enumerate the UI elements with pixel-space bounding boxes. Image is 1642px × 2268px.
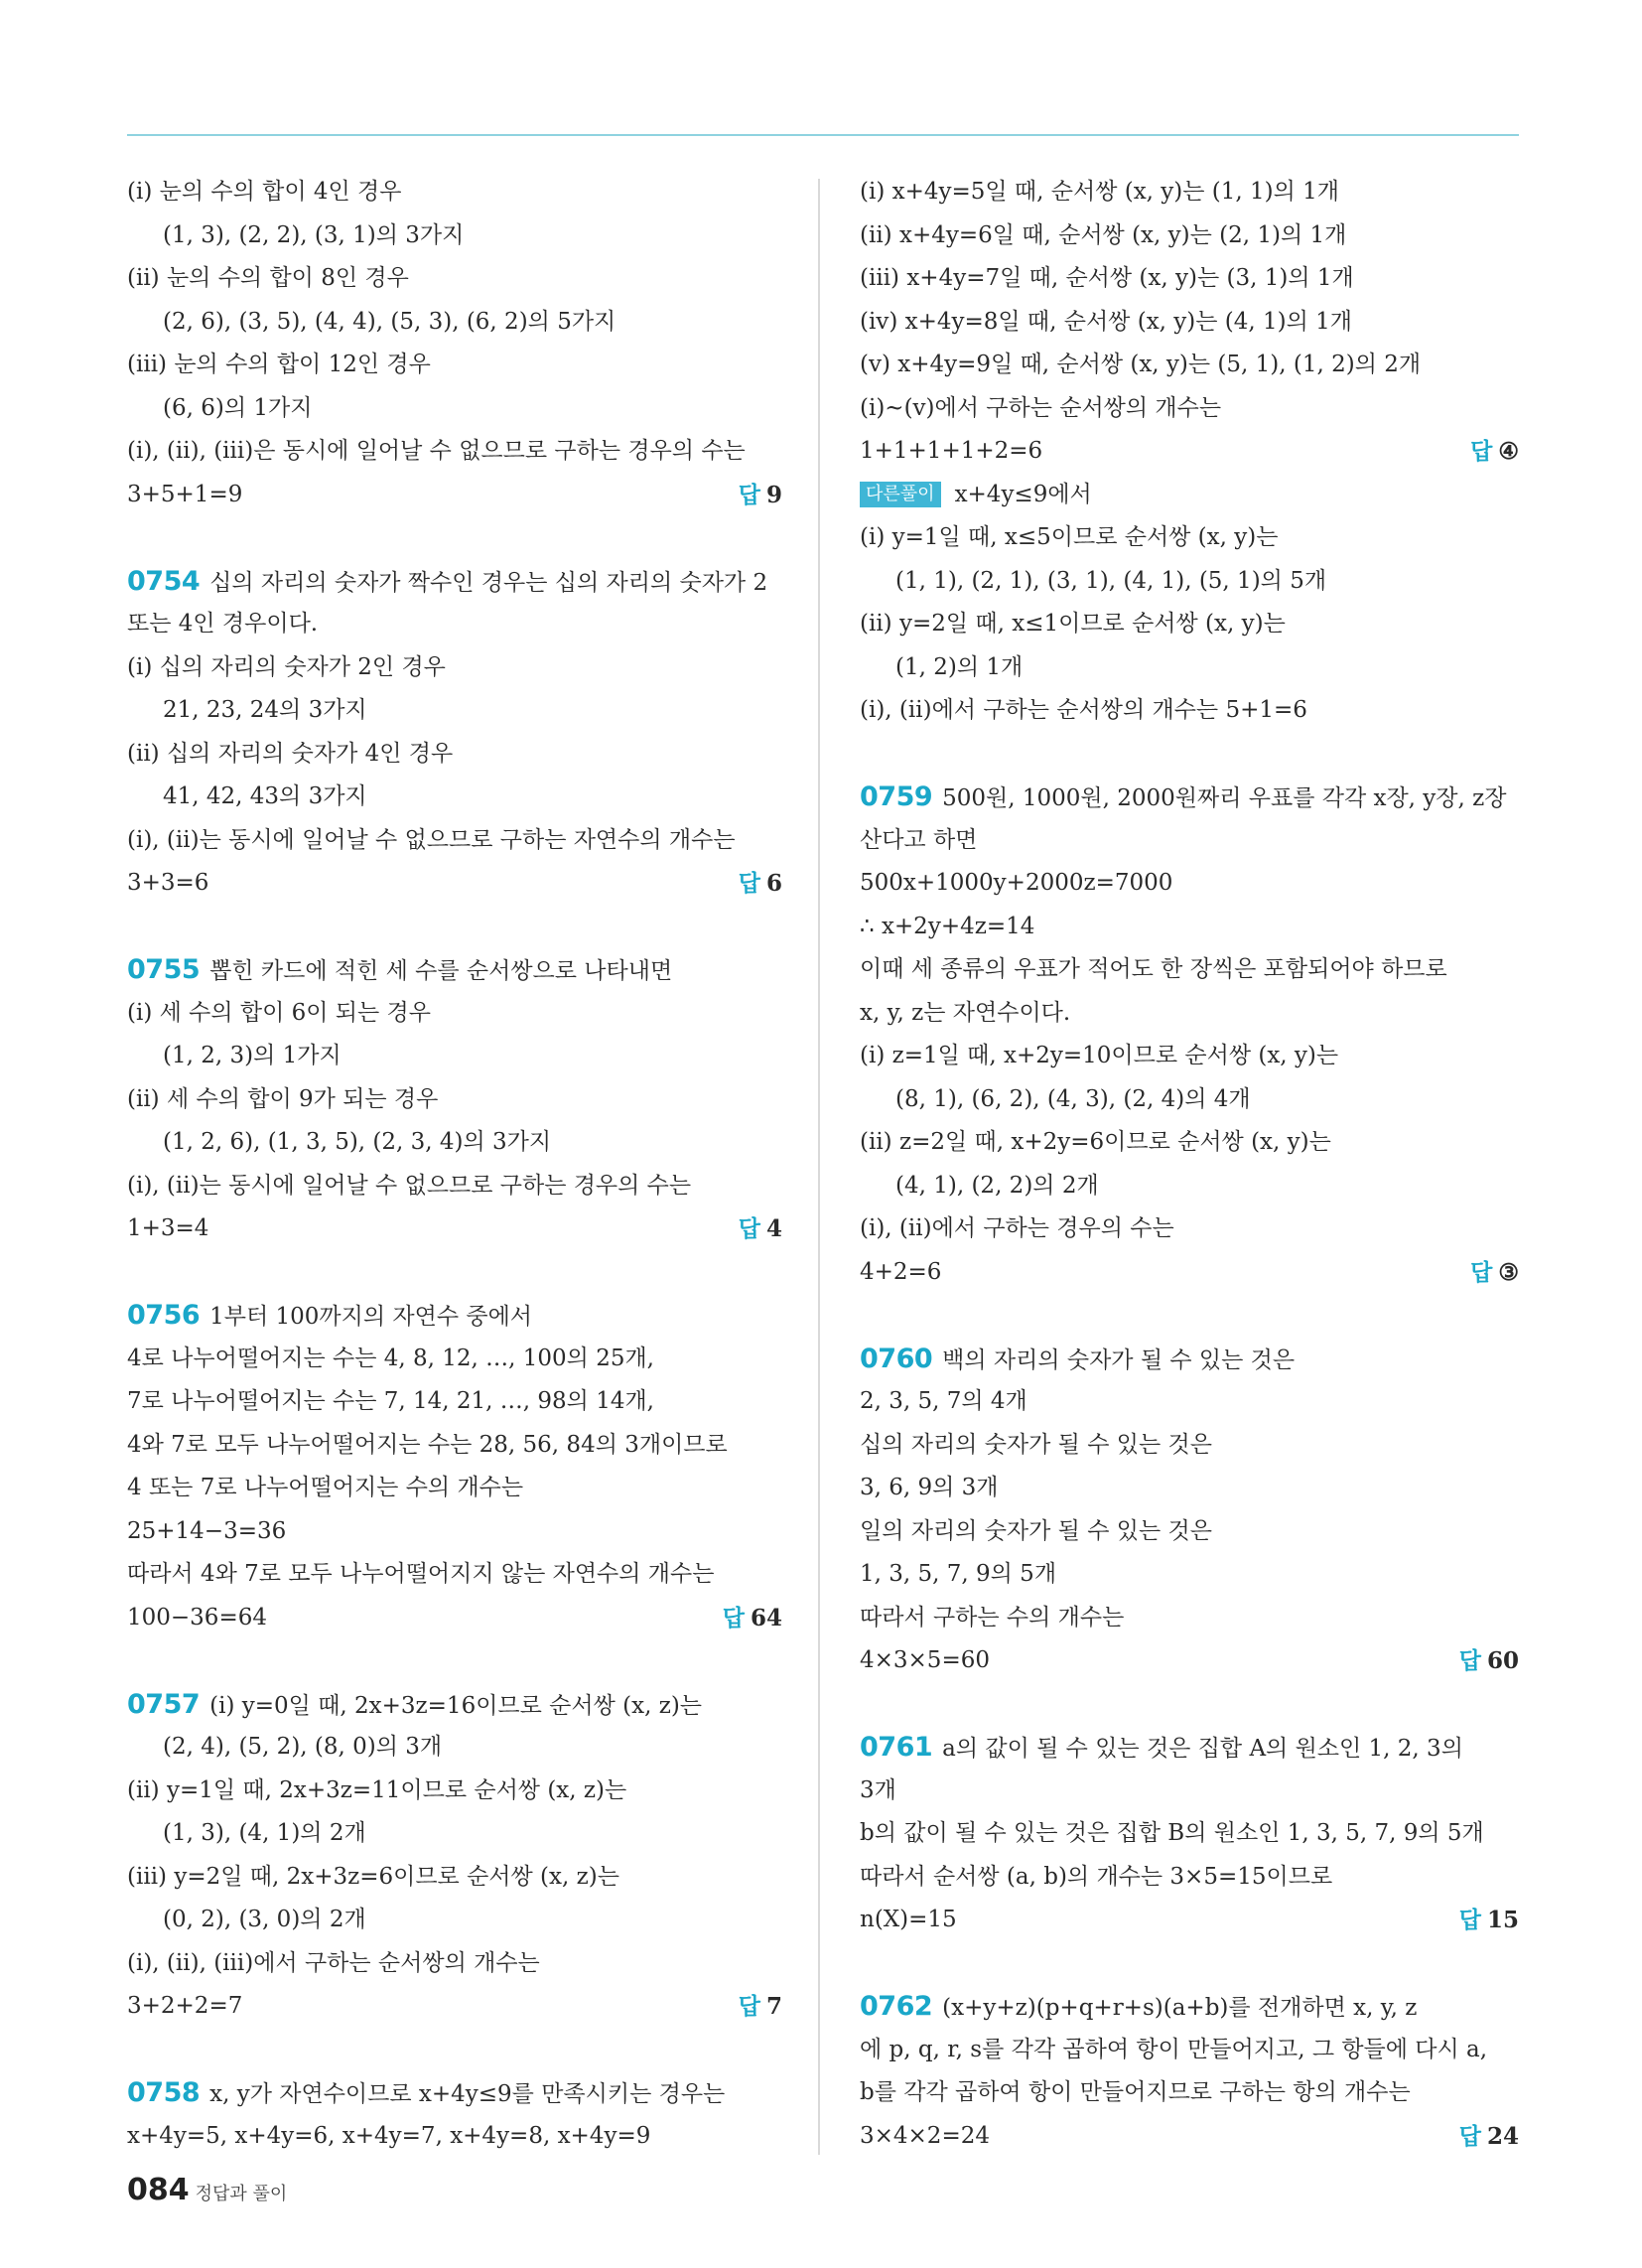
text-line — [860, 430, 1519, 474]
text-line: (1, 3), (4, 1)의 2개 — [163, 1820, 366, 1846]
answer-value: 7 — [765, 1993, 782, 2020]
equation: 1+1+1+1+2=6 — [860, 438, 1043, 464]
answer-label: 답 — [1470, 439, 1493, 465]
answer-value: 15 — [1486, 1907, 1519, 1933]
left-column — [127, 171, 782, 2158]
text-line: 1, 3, 5, 7, 9의 5개 — [860, 1561, 1057, 1587]
answer — [1470, 430, 1519, 475]
text-line: 백의 자리의 숫자가 될 수 있는 것은 — [942, 1347, 1296, 1373]
text-line: (ⅱ) y=2일 때, x≤1이므로 순서쌍 (x, y)는 — [860, 611, 1286, 637]
answer — [1459, 1899, 1519, 1943]
equation: 3×4×2=24 — [860, 2122, 990, 2149]
text-line: (ⅲ) x+4y=7일 때, 순서쌍 (x, y)는 (3, 1)의 1개 — [860, 265, 1354, 291]
text-line: (ⅰ) z=1일 때, x+2y=10이므로 순서쌍 (x, y)는 — [860, 1043, 1339, 1068]
problem-number: 0757 — [127, 1688, 201, 1720]
answer — [1459, 2115, 1519, 2160]
answer-label: 답 — [1470, 1259, 1493, 1286]
text-line: 십의 자리의 숫자가 짝수인 경우는 십의 자리의 숫자가 2 — [209, 569, 768, 596]
text-line: 이때 세 종류의 우표가 적어도 한 장씩은 포함되어야 하므로 — [860, 956, 1447, 982]
text-line: 7로 나누어떨어지는 수는 7, 14, 21, …, 98의 14개, — [127, 1388, 654, 1414]
text-line: 4로 나누어떨어지는 수는 4, 8, 12, …, 100의 25개, — [127, 1345, 654, 1371]
problem-0759 — [860, 776, 1519, 819]
problem-0760 — [860, 1338, 1519, 1381]
text-line: 일의 자리의 숫자가 될 수 있는 것은 — [860, 1517, 1212, 1544]
answer-label: 답 — [1458, 1648, 1481, 1674]
text-line: 뽑힌 카드에 적힌 세 수를 순서쌍으로 나타내면 — [209, 958, 673, 984]
text-line: (ⅱ) 세 수의 합이 9가 되는 경우 — [127, 1085, 439, 1112]
text-line: 산다고 하면 — [860, 826, 978, 853]
text-line: (ⅲ) y=2일 때, 2x+3z=6이므로 순서쌍 (x, z)는 — [127, 1863, 619, 1890]
text-line: (ⅳ) x+4y=8일 때, 순서쌍 (x, y)는 (4, 1)의 1개 — [860, 308, 1352, 335]
answer — [739, 862, 782, 907]
problem-number: 0762 — [860, 1991, 933, 2022]
text-line: 500원, 1000원, 2000원짜리 우표를 각각 x장, y장, z장 — [942, 785, 1507, 811]
text-line: (ⅰ) y=1일 때, x≤5이므로 순서쌍 (x, y)는 — [860, 524, 1279, 550]
answer — [1470, 1251, 1519, 1296]
text-line: (ⅰ), (ⅱ), (ⅲ)은 동시에 일어날 수 없으므로 구하는 경우의 수는 — [127, 438, 746, 464]
text-line: 3, 6, 9의 3개 — [860, 1475, 999, 1500]
problem-number: 0756 — [127, 1300, 201, 1331]
text-line: (ⅴ) x+4y=9일 때, 순서쌍 (x, y)는 (5, 1), (1, 2)의 2개 — [860, 352, 1422, 377]
text-line: x, y, z는 자연수이다. — [860, 999, 1071, 1026]
problem-0756 — [127, 1294, 782, 1338]
equation: 4+2=6 — [860, 1258, 942, 1285]
right-column — [860, 171, 1519, 2158]
text-line: (0, 2), (3, 0)의 2개 — [163, 1907, 366, 1932]
page-number: 084 — [127, 2173, 190, 2207]
answer-value: 9 — [765, 481, 782, 508]
text-line: ∴ x+2y+4z=14 — [860, 913, 1035, 939]
problem-number: 0755 — [127, 954, 201, 985]
text-line: (ⅰ), (ⅱ), (ⅲ)에서 구하는 순서쌍의 개수는 — [127, 1949, 540, 1976]
equation: 3+5+1=9 — [127, 481, 243, 507]
alt-solution — [860, 474, 1519, 517]
problem-number: 0758 — [127, 2077, 201, 2108]
text-line: 십의 자리의 숫자가 될 수 있는 것은 — [860, 1431, 1212, 1458]
text-line: (2, 4), (5, 2), (8, 0)의 3개 — [163, 1734, 443, 1760]
text-line: (ⅱ) 십의 자리의 숫자가 4인 경우 — [127, 740, 454, 767]
text-line — [860, 1639, 1519, 1683]
problem-0762 — [860, 1985, 1519, 2029]
problem-0757 — [127, 1683, 782, 1727]
text-line: 41, 42, 43의 3가지 — [163, 783, 367, 809]
answer — [723, 1597, 782, 1641]
text-line: (ⅰ) 십의 자리의 숫자가 2인 경우 — [127, 653, 446, 680]
problem-number: 0754 — [127, 565, 201, 597]
text-line: 25+14−3=36 — [127, 1517, 287, 1544]
column-divider — [818, 179, 820, 2155]
text-line: b의 값이 될 수 있는 것은 집합 B의 원소인 1, 3, 5, 7, 9의 5개 — [860, 1820, 1484, 1846]
text-line: (1, 3), (2, 2), (3, 1)의 3가지 — [163, 221, 465, 248]
text-line: (ⅱ) 눈의 수의 합이 8인 경우 — [127, 265, 409, 291]
answer-value: 4 — [765, 1215, 782, 1242]
text-line: x+4y≤9에서 — [954, 481, 1092, 507]
text-line: a의 값이 될 수 있는 것은 집합 A의 원소인 1, 2, 3의 — [942, 1736, 1463, 1762]
text-line: 4와 7로 모두 나누어떨어지는 수는 28, 56, 84의 3개이므로 — [127, 1431, 728, 1458]
equation: 1+3=4 — [127, 1215, 209, 1241]
text-line: (1, 2, 6), (1, 3, 5), (2, 3, 4)의 3가지 — [163, 1129, 552, 1155]
answer-value: ④ — [1498, 438, 1519, 465]
text-line: x+4y=5, x+4y=6, x+4y=7, x+4y=8, x+4y=9 — [127, 2122, 651, 2149]
answer-value: ③ — [1498, 1258, 1519, 1286]
text-line — [860, 1899, 1519, 1942]
equation: 4×3×5=60 — [860, 1647, 990, 1673]
answer-value: 6 — [765, 870, 782, 897]
text-line: (ⅱ) z=2일 때, x+2y=6이므로 순서쌍 (x, y)는 — [860, 1129, 1331, 1155]
alt-solution-badge: 다른풀이 — [860, 482, 941, 507]
text-line: 3개 — [860, 1776, 896, 1803]
problem-0758 — [127, 2071, 782, 2115]
answer-label: 답 — [1458, 1908, 1481, 1933]
top-rule — [127, 134, 1519, 136]
text-line: 2, 3, 5, 7의 4개 — [860, 1388, 1027, 1414]
text-line: 1부터 100까지의 자연수 중에서 — [209, 1304, 533, 1330]
text-line — [860, 1251, 1519, 1295]
equation: 3+3=6 — [127, 870, 209, 896]
text-line — [127, 1207, 782, 1251]
text-line: (8, 1), (6, 2), (4, 3), (2, 4)의 4개 — [895, 1085, 1251, 1112]
problem-0761 — [860, 1726, 1519, 1770]
text-line: (ⅰ), (ⅱ)는 동시에 일어날 수 없으므로 구하는 자연수의 개수는 — [127, 826, 736, 853]
text-line: 500x+1000y+2000z=7000 — [860, 870, 1173, 896]
problem-number: 0760 — [860, 1343, 933, 1374]
answer-value: 64 — [750, 1604, 782, 1631]
text-line: (ⅲ) 눈의 수의 합이 12인 경우 — [127, 352, 431, 377]
text-line: (ⅰ) y=0일 때, 2x+3z=16이므로 순서쌍 (x, z)는 — [209, 1692, 703, 1719]
text-line: 21, 23, 24의 3가지 — [163, 697, 367, 723]
text-line: (1, 2, 3)의 1가지 — [163, 1043, 342, 1068]
problem-0754 — [127, 560, 782, 604]
text-line: 에 p, q, r, s를 각각 곱하여 항이 만들어지고, 그 항들에 다시 a, — [860, 2036, 1488, 2062]
text-line — [127, 862, 782, 906]
text-line: 4 또는 7로 나누어떨어지는 수의 개수는 — [127, 1475, 524, 1500]
problem-number: 0759 — [860, 781, 933, 812]
text-line — [860, 2115, 1519, 2159]
text-line: (ⅱ) x+4y=6일 때, 순서쌍 (x, y)는 (2, 1)의 1개 — [860, 221, 1347, 248]
text-line: (ⅰ)~(ⅴ)에서 구하는 순서쌍의 개수는 — [860, 394, 1222, 421]
text-line: x, y가 자연수이므로 x+4y≤9를 만족시키는 경우는 — [209, 2081, 726, 2107]
answer-label: 답 — [738, 871, 760, 897]
text-line: (ⅰ), (ⅱ)에서 구하는 경우의 수는 — [860, 1215, 1174, 1241]
text-line: (ⅰ), (ⅱ)에서 구하는 순서쌍의 개수는 5+1=6 — [860, 697, 1307, 723]
answer — [739, 474, 782, 518]
text-line: (ⅰ) 눈의 수의 합이 4인 경우 — [127, 179, 402, 205]
text-line — [127, 1597, 782, 1640]
answer — [739, 1207, 782, 1252]
problem-number: 0761 — [860, 1732, 933, 1763]
equation: 3+2+2=7 — [127, 1993, 243, 2019]
text-line: 따라서 순서쌍 (a, b)의 개수는 3×5=15이므로 — [860, 1863, 1333, 1890]
text-line: (1, 2)의 1개 — [895, 653, 1024, 680]
answer-label: 답 — [738, 1216, 760, 1242]
text-line: b를 각각 곱하여 항이 만들어지므로 구하는 항의 개수는 — [860, 2079, 1411, 2105]
problem-0755 — [127, 948, 782, 992]
text-line: (ⅱ) y=1일 때, 2x+3z=11이므로 순서쌍 (x, z)는 — [127, 1776, 627, 1803]
answer-label: 답 — [722, 1605, 745, 1631]
text-line: 또는 4인 경우이다. — [127, 611, 319, 637]
text-line: (x+y+z)(p+q+r+s)(a+b)를 전개하면 x, y, z — [942, 1995, 1418, 2021]
text-line — [127, 1985, 782, 2029]
text-line: (4, 1), (2, 2)의 2개 — [895, 1172, 1099, 1199]
text-line: (ⅰ) x+4y=5일 때, 순서쌍 (x, y)는 (1, 1)의 1개 — [860, 179, 1339, 205]
text-line: (6, 6)의 1가지 — [163, 394, 313, 421]
answer-value: 24 — [1486, 2122, 1519, 2150]
equation: n(X)=15 — [860, 1907, 957, 1932]
footer-title: 정답과 풀이 — [195, 2184, 288, 2204]
text-line: (2, 6), (3, 5), (4, 4), (5, 3), (6, 2)의 5가지 — [163, 308, 616, 335]
text-line: (ⅰ) 세 수의 합이 6이 되는 경우 — [127, 999, 431, 1026]
text-line: 따라서 구하는 수의 개수는 — [860, 1604, 1125, 1630]
answer-label: 답 — [738, 1994, 760, 2020]
answer-value: 60 — [1486, 1647, 1519, 1674]
answer-label: 답 — [1458, 2123, 1481, 2150]
answer — [1459, 1639, 1519, 1684]
text-line: 따라서 4와 7로 모두 나누어떨어지지 않는 자연수의 개수는 — [127, 1561, 715, 1587]
text-line — [127, 474, 782, 517]
answer-label: 답 — [738, 482, 760, 508]
text-line: (1, 1), (2, 1), (3, 1), (4, 1), (5, 1)의 5개 — [895, 567, 1327, 594]
page-footer — [127, 2173, 287, 2207]
equation: 100−36=64 — [127, 1604, 267, 1630]
text-line: (ⅰ), (ⅱ)는 동시에 일어날 수 없으므로 구하는 경우의 수는 — [127, 1172, 692, 1199]
answer — [739, 1985, 782, 2030]
